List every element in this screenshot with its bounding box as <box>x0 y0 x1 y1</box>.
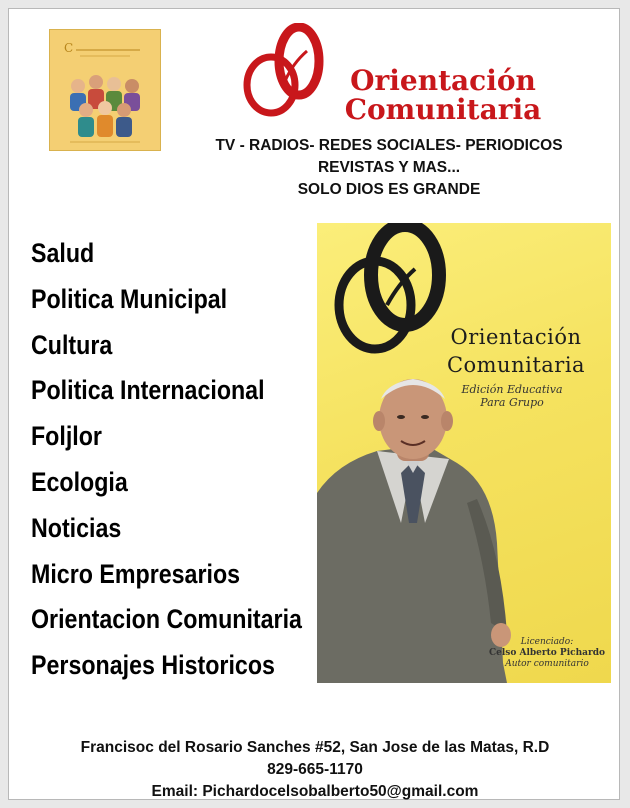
cover-title <box>421 323 611 379</box>
topics-list <box>31 231 346 689</box>
contact-phone: 829-665-1170 <box>267 761 363 778</box>
topic-item: Noticias <box>31 512 122 543</box>
topic-item: Politica Municipal <box>31 283 228 314</box>
brand-title <box>323 66 563 124</box>
topic-item: Orientacion Comunitaria <box>31 604 302 635</box>
topic-item: Salud <box>31 238 95 268</box>
book-thumbnail-image <box>49 29 161 151</box>
tagline-line: REVISTAS Y MAS... <box>317 159 461 176</box>
cover-author-credit <box>477 637 611 670</box>
svg-text:C: C <box>64 41 74 55</box>
cover-credit-line1: Licenciado: <box>520 637 574 647</box>
contact-address: Francisoc del Rosario Sanches #52, San Jose de las Matas, R.D <box>80 739 550 756</box>
topic-item: Politica Internacional <box>31 375 265 406</box>
flyer-page <box>8 8 620 800</box>
brand-title-line2: Comunitaria <box>344 93 542 126</box>
topic-item: Personajes Historicos <box>31 650 275 681</box>
cover-subtitle-line1: Edición Educativa <box>461 383 563 396</box>
cover-title-line2: Comunitaria <box>446 353 586 377</box>
topic-item: Foljlor <box>31 421 102 452</box>
topic-item: Ecologia <box>31 466 128 497</box>
topic-item: Micro Empresarios <box>31 558 241 589</box>
book-cover-image <box>317 223 611 683</box>
tagline-line: TV - RADIOS- REDES SOCIALES- PERIODICOS <box>215 137 563 154</box>
cover-credit-line2: Celso Alberto Pichardo <box>488 648 606 658</box>
cover-subtitle <box>437 383 587 409</box>
contact-info <box>9 737 621 803</box>
cover-credit-line3: Autor comunitario <box>505 659 589 669</box>
contact-email: Email: Pichardocelsobalberto50@gmail.com <box>151 783 479 800</box>
topic-item: Cultura <box>31 329 113 360</box>
tagline-line: SOLO DIOS ES GRANDE <box>297 181 481 198</box>
brand-title-line1: Orientación <box>350 64 536 97</box>
cover-title-line1: Orientación <box>450 325 582 349</box>
media-tagline <box>169 135 609 201</box>
group-people-illustration <box>50 30 160 150</box>
cover-art <box>317 223 611 683</box>
cover-subtitle-line2: Para Grupo <box>480 396 544 409</box>
